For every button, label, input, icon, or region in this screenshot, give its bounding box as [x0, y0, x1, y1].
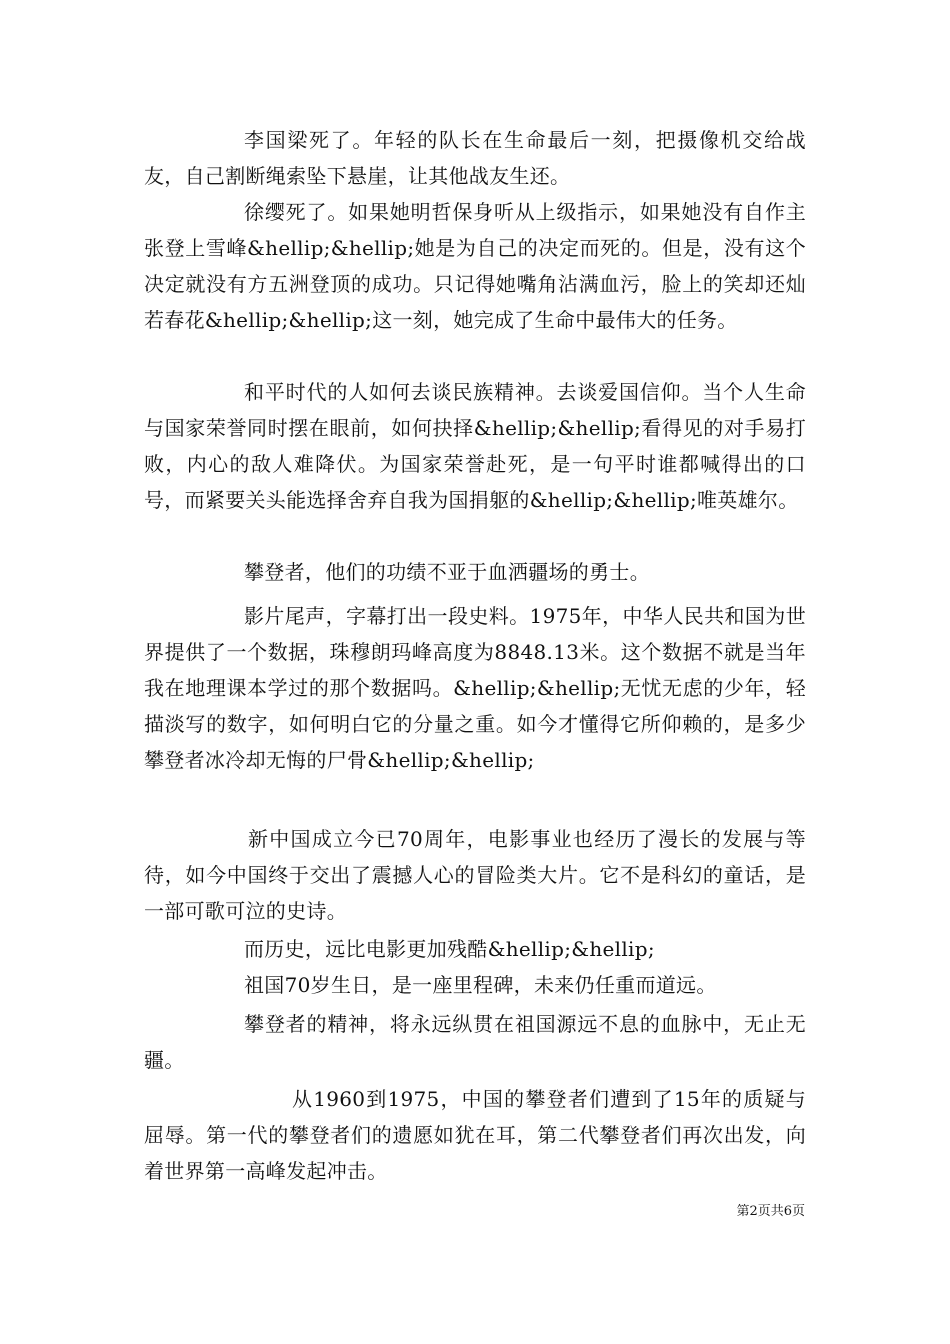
paragraph-6: 新中国成立今已70周年，电影事业也经历了漫长的发展与等待，如今中国终于交出了震撼人心的冒险类大片。它不是科幻的童话，是一部可歌可泣的史诗。 [144, 827, 806, 923]
paragraph-4: 攀登者，他们的功绩不亚于血洒疆场的勇士。 [244, 560, 650, 584]
paragraph-1: 李国梁死了。年轻的队长在生命最后一刻，把摄像机交给战友，自己割断绳索坠下悬崖，让其他战友生还。 [144, 128, 806, 188]
paragraph-3: 和平时代的人如何去谈民族精神。去谈爱国信仰。当个人生命与国家荣誉同时摆在眼前，如何抉择&hellip;&hellip;看得见的对手易打败，内心的敌人难降伏。为国家荣誉赴死，是一句平时谁都喊得出的口号，而紧要关头能选择舍弃自我为国捐躯的&hellip;&hellip;唯英雄尔。 [144, 380, 806, 512]
paragraph-10: 从1960到1975，中国的攀登者们遭到了15年的质疑与屈辱。第一代的攀登者们的遗愿如犹在耳，第二代攀登者们再次出发，向着世界第一高峰发起冲击。 [144, 1087, 806, 1183]
paragraph-5: 影片尾声，字幕打出一段史料。1975年，中华人民共和国为世界提供了一个数据，珠穆朗玛峰高度为8848.13米。这个数据不就是当年我在地理课本学过的那个数据吗。&hellip;&hellip;无忧无虑的少年，轻描淡写的数字，如何明白它的分量之重。如今才懂得它所仰赖的，是多少攀登者冰冷却无悔的尸骨&hellip;&hellip; [144, 604, 806, 772]
paragraph-7: 而历史，远比电影更加残酷&hellip;&hellip; [244, 937, 655, 961]
paragraph-2: 徐缨死了。如果她明哲保身听从上级指示，如果她没有自作主张登上雪峰&hellip;&hellip;她是为自己的决定而死的。但是，没有这个决定就没有方五洲登顶的成功。只记得她嘴角沾满血污，脸上的笑却还灿若春花&hellip;&hellip;这一刻，她完成了生命中最伟大的任务。 [144, 200, 806, 332]
paragraph-9: 攀登者的精神，将永远纵贯在祖国源远不息的血脉中，无止无疆。 [144, 1012, 806, 1072]
paragraph-8: 祖国70岁生日，是一座里程碑，未来仍任重而道远。 [244, 973, 717, 997]
page-number: 第2页共6页 [736, 1204, 805, 1219]
